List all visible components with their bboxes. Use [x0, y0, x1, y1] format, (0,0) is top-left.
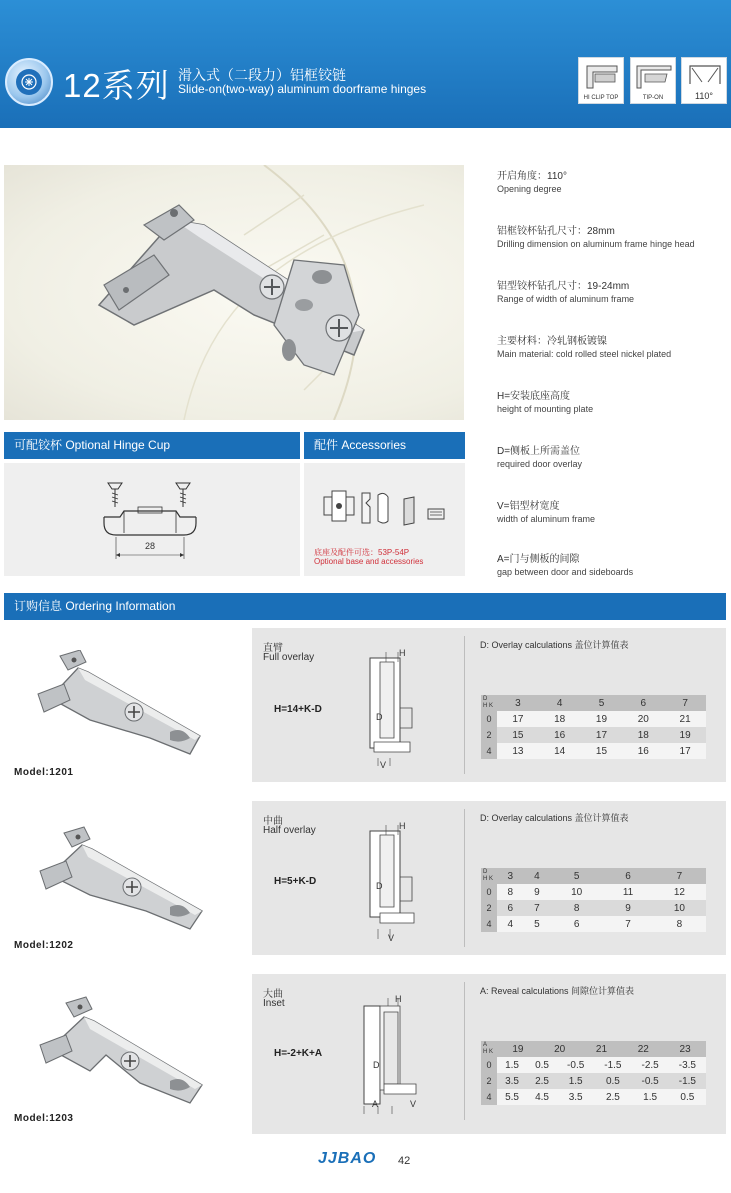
- column-header: 4: [539, 695, 581, 711]
- model-1201-v-label: V: [380, 760, 387, 770]
- model-1201-formula: H=14+K-D: [274, 704, 322, 715]
- column-header: 5: [581, 695, 623, 711]
- spec-drilling-dimension: 铝框铰杯钻孔尺寸：28mm Drilling dimension on aluminum frame hinge head: [497, 226, 695, 249]
- model-1201-type-en: Full overlay: [263, 652, 315, 663]
- model-1201-calc-table: [481, 695, 706, 759]
- model-label-1202: Model:1202: [14, 940, 74, 951]
- model-1203-d-label: D: [373, 1060, 380, 1070]
- model-1203-diagram: [350, 994, 434, 1118]
- model-label-1201: Model:1201: [14, 767, 74, 778]
- spec-main-material: 主要材料：冷轧钢板镀镍 Main material: cold rolled steel nickel plated: [497, 336, 672, 359]
- column-header: 19: [512, 1043, 524, 1055]
- clip-top-icon: HI CLIP TOP: [578, 57, 624, 104]
- page-number: 42: [398, 1155, 411, 1167]
- table-row: 0 8 9 10 11 12: [481, 884, 706, 900]
- column-header: 5: [550, 868, 603, 884]
- page-title-cn: 滑入式（二段力）铝框铰链: [178, 67, 346, 83]
- model-1202-image: [30, 825, 220, 935]
- accessories-panel: [304, 463, 465, 576]
- column-header: 23: [679, 1043, 691, 1055]
- table-row: 2 3.5 2.5 1.5 0.5 -0.5 -1.5: [481, 1073, 706, 1089]
- model-1202-d-label: D: [376, 881, 383, 891]
- table-row: 0 17 18 19 20 21: [481, 711, 706, 727]
- spec-opening-degree: 开启角度：110° Opening degree: [497, 171, 567, 194]
- column-header: 3: [497, 695, 539, 711]
- hero-product-image: [4, 165, 464, 420]
- brand-logo: JJBAO: [318, 1150, 377, 1167]
- column-header: 22: [637, 1043, 649, 1055]
- model-1201-type-cn: 直臂: [263, 643, 283, 654]
- column-header: 3: [497, 868, 524, 884]
- page-header: [0, 0, 731, 128]
- series-number: 12系列: [63, 67, 170, 104]
- table-row: 2 15 16 17 18 19: [481, 727, 706, 743]
- model-1201-panel: [252, 628, 726, 782]
- model-1202-v-label: V: [388, 933, 395, 943]
- model-label-1203: Model:1203: [14, 1113, 74, 1124]
- model-1202-calc-title: D: Overlay calculations 盖位计算值表: [480, 813, 629, 823]
- hinge-cup-drawing: [4, 463, 300, 576]
- model-1202-type-en: Half overlay: [263, 825, 316, 836]
- table-row: 0 1.5 0.5 -0.5 -1.5 -2.5 -3.5: [481, 1057, 706, 1073]
- hinge-cup-header: 可配铰杯 Optional Hinge Cup: [4, 432, 300, 459]
- cup-dimension-label: 28: [145, 541, 156, 551]
- model-1203-calc-title: A: Reveal calculations 间隙位计算值表: [480, 986, 635, 996]
- column-header: 20: [554, 1043, 566, 1055]
- spec-h-definition: H=安装底座高度 height of mounting plate: [497, 391, 594, 414]
- table-row: 2 6 7 8 9 10: [481, 900, 706, 916]
- model-1201-h-label: H: [399, 648, 406, 658]
- table-row: 4 5.5 4.5 3.5 2.5 1.5 0.5: [481, 1089, 706, 1105]
- model-1203-formula: H=-2+K+A: [274, 1048, 323, 1059]
- model-1203-v-label: V: [410, 1099, 417, 1109]
- model-1201-d-label: D: [376, 712, 383, 722]
- model-1203-image: [30, 995, 220, 1110]
- ordering-header: 订购信息 Ordering Information: [4, 593, 726, 620]
- spec-d-definition: D=侧板上所需盖位 required door overlay: [497, 446, 583, 469]
- accessories-note-en: Optional base and accessories: [314, 557, 424, 566]
- page-title-en: Slide-on(two-way) aluminum doorframe hinges: [178, 82, 427, 96]
- column-header: 6: [622, 695, 664, 711]
- model-1202-panel: [252, 801, 726, 955]
- model-1201-calc-title: D: Overlay calculations 盖位计算值表: [480, 640, 629, 650]
- accessories-header: 配件 Accessories: [304, 432, 465, 459]
- table-corner: D H K: [481, 695, 497, 711]
- model-1203-h-label: H: [395, 994, 402, 1004]
- accessories-drawing: [304, 463, 465, 543]
- opening-angle-icon: 110°: [681, 57, 727, 104]
- spec-v-definition: V=铝型材宽度 width of aluminum frame: [497, 501, 596, 524]
- column-header: 4: [524, 868, 551, 884]
- spec-a-definition: A=门与侧板的间隙 gap between door and sideboards: [497, 554, 634, 577]
- table-row: 4 13 14 15 16 17: [481, 743, 706, 759]
- model-1202-formula: H=5+K-D: [274, 876, 317, 887]
- column-header: 7: [653, 868, 706, 884]
- accessories-note-cn: 底座及配件可选：53P-54P: [314, 548, 410, 557]
- model-1202-type-cn: 中曲: [263, 816, 283, 827]
- brand-emblem-icon: [5, 58, 53, 106]
- table-row: 4 4 5 6 7 8: [481, 916, 706, 932]
- tip-on-icon: TIP-ON: [630, 57, 676, 104]
- model-1202-h-label: H: [399, 821, 406, 831]
- table-corner: A H K: [481, 1041, 497, 1057]
- table-corner: D H K: [481, 868, 497, 884]
- model-1203-calc-table: [481, 1041, 706, 1105]
- model-1203-a-label: A: [372, 1099, 379, 1109]
- model-1203-type-en: Inset: [263, 998, 285, 1009]
- hinge-cup-panel: [4, 463, 300, 576]
- model-1201-image: [30, 650, 220, 760]
- column-header: 6: [603, 868, 653, 884]
- column-header: 21: [595, 1043, 608, 1055]
- model-1202-diagram: [350, 821, 430, 941]
- model-1203-type-cn: 大曲: [263, 989, 283, 1000]
- column-header: 7: [664, 695, 706, 711]
- model-1202-calc-table: [481, 868, 706, 932]
- model-1201-diagram: [350, 648, 430, 768]
- model-1203-panel: [252, 974, 726, 1134]
- spec-frame-width-range: 铝型铰杯钻孔尺寸：19-24mm Range of width of aluminum frame: [497, 281, 635, 304]
